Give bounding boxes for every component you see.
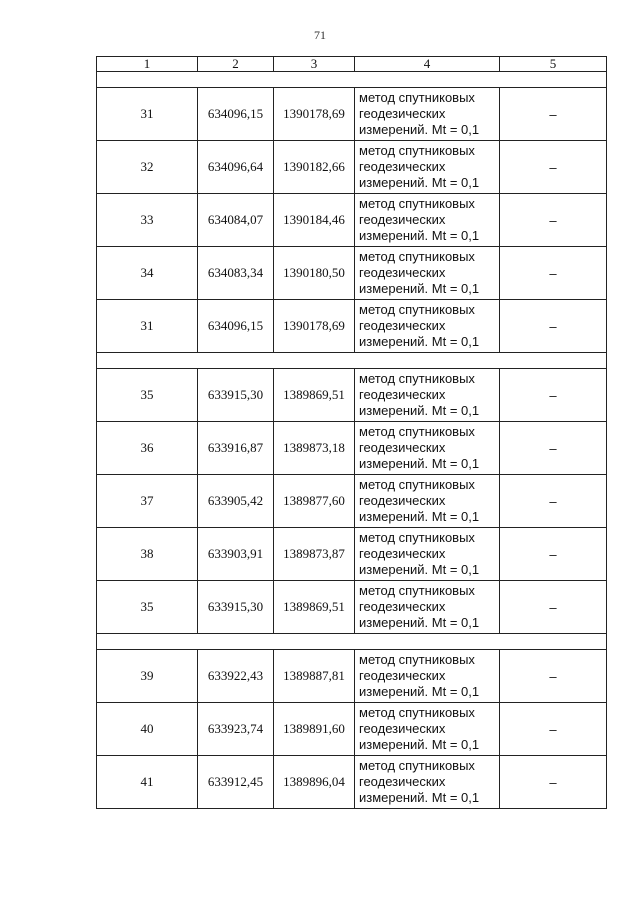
note-cell: – [500,756,607,809]
table-row [97,88,607,141]
note-cell: – [500,300,607,353]
note-cell: – [500,247,607,300]
method-cell: метод спутниковых геодезических измерений. Mt = 0,1 [355,247,500,300]
note-cell: – [500,581,607,634]
table-row [97,194,607,247]
point-number-cell: 33 [97,194,198,247]
table-row [97,703,607,756]
x-coordinate-cell: 634096,64 [198,141,274,194]
table-row [97,300,607,353]
point-number-cell: 36 [97,422,198,475]
x-coordinate-cell: 633916,87 [198,422,274,475]
point-number-cell: 41 [97,756,198,809]
y-coordinate-cell: 1390178,69 [274,88,355,141]
method-cell: метод спутниковых геодезических измерений. Mt = 0,1 [355,194,500,247]
table-row [97,247,607,300]
note-cell: – [500,475,607,528]
table-row [97,756,607,809]
point-number-cell: 35 [97,581,198,634]
y-coordinate-cell: 1389891,60 [274,703,355,756]
table-body [97,72,607,809]
method-cell: метод спутниковых геодезических измерений. Mt = 0,1 [355,369,500,422]
x-coordinate-cell: 634084,07 [198,194,274,247]
x-coordinate-cell: 634096,15 [198,300,274,353]
x-coordinate-cell: 633905,42 [198,475,274,528]
table-row [97,475,607,528]
table-row [97,528,607,581]
point-number-cell: 31 [97,88,198,141]
point-number-cell: 32 [97,141,198,194]
page-number: 71 [314,28,326,42]
y-coordinate-cell: 1390184,46 [274,194,355,247]
method-cell: метод спутниковых геодезических измерений. Mt = 0,1 [355,300,500,353]
group-separator-row [97,634,607,650]
method-cell: метод спутниковых геодезических измерений. Mt = 0,1 [355,422,500,475]
y-coordinate-cell: 1390178,69 [274,300,355,353]
y-coordinate-cell: 1389869,51 [274,581,355,634]
note-cell: – [500,528,607,581]
point-number-cell: 31 [97,300,198,353]
method-cell: метод спутниковых геодезических измерений. Mt = 0,1 [355,703,500,756]
column-header: 3 [274,57,355,72]
group-separator-row [97,353,607,369]
group-separator-row [97,72,607,88]
table-row [97,141,607,194]
y-coordinate-cell: 1389887,81 [274,650,355,703]
table-row [97,369,607,422]
x-coordinate-cell: 633903,91 [198,528,274,581]
method-cell: метод спутниковых геодезических измерений. Mt = 0,1 [355,650,500,703]
group-separator-cell [97,634,607,650]
x-coordinate-cell: 634083,34 [198,247,274,300]
coordinates-table [96,56,607,809]
column-header: 5 [500,57,607,72]
point-number-cell: 38 [97,528,198,581]
table-row [97,650,607,703]
column-header: 4 [355,57,500,72]
note-cell: – [500,422,607,475]
y-coordinate-cell: 1389896,04 [274,756,355,809]
group-separator-cell [97,353,607,369]
table-row [97,422,607,475]
method-cell: метод спутниковых геодезических измерений. Mt = 0,1 [355,475,500,528]
x-coordinate-cell: 634096,15 [198,88,274,141]
note-cell: – [500,194,607,247]
table-row [97,581,607,634]
method-cell: метод спутниковых геодезических измерений. Mt = 0,1 [355,756,500,809]
y-coordinate-cell: 1389873,18 [274,422,355,475]
y-coordinate-cell: 1389869,51 [274,369,355,422]
point-number-cell: 34 [97,247,198,300]
x-coordinate-cell: 633915,30 [198,581,274,634]
column-header: 1 [97,57,198,72]
x-coordinate-cell: 633923,74 [198,703,274,756]
note-cell: – [500,650,607,703]
method-cell: метод спутниковых геодезических измерений. Mt = 0,1 [355,88,500,141]
method-cell: метод спутниковых геодезических измерений. Mt = 0,1 [355,581,500,634]
y-coordinate-cell: 1389877,60 [274,475,355,528]
y-coordinate-cell: 1390180,50 [274,247,355,300]
x-coordinate-cell: 633912,45 [198,756,274,809]
note-cell: – [500,88,607,141]
x-coordinate-cell: 633922,43 [198,650,274,703]
group-separator-cell [97,72,607,88]
point-number-cell: 35 [97,369,198,422]
y-coordinate-cell: 1390182,66 [274,141,355,194]
point-number-cell: 39 [97,650,198,703]
point-number-cell: 40 [97,703,198,756]
column-header: 2 [198,57,274,72]
y-coordinate-cell: 1389873,87 [274,528,355,581]
point-number-cell: 37 [97,475,198,528]
note-cell: – [500,703,607,756]
note-cell: – [500,369,607,422]
note-cell: – [500,141,607,194]
x-coordinate-cell: 633915,30 [198,369,274,422]
header-row [97,57,607,72]
method-cell: метод спутниковых геодезических измерений. Mt = 0,1 [355,528,500,581]
method-cell: метод спутниковых геодезических измерений. Mt = 0,1 [355,141,500,194]
